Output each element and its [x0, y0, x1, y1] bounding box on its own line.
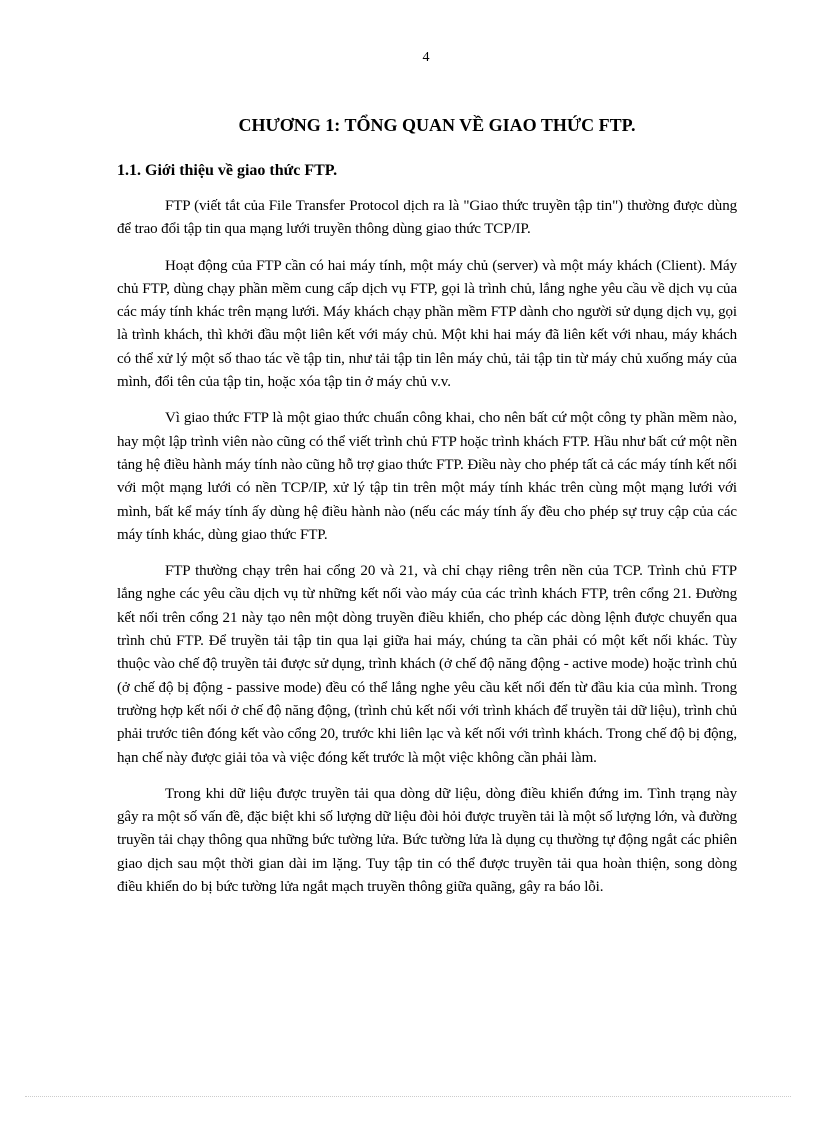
- paragraph-ftp-standard: Vì giao thức FTP là một giao thức chuẩn công khai, cho nên bất cứ một công ty phần mềm nào, hay một lập trình viên nào cũng có thể viết trình chủ FTP hoặc trình khách FTP. Hầu như bất cứ một nền tảng hệ điều hành máy tính nào cũng hỗ trợ giao thức FTP. Điều này cho phép tất cả các máy tính kết nối với một mạng lưới có nền TCP/IP, xử lý tập tin trên một máy tính khác trên cùng một mạng lưới với mình, bất kể máy tính ấy dùng hệ điều hành nào (nếu các máy tính ấy đều cho phép sự truy cập của các máy tính khác, dùng giao thức FTP.: [117, 410, 737, 543]
- page-bottom-divider: [25, 1096, 791, 1097]
- page-number: 4: [422, 50, 430, 65]
- section-title: 1.1. Giới thiệu về giao thức FTP.: [117, 162, 338, 179]
- paragraph-ftp-operation: Hoạt động của FTP cần có hai máy tính, một máy chủ (server) và một máy khách (Client). Máy chủ FTP, dùng chạy phần mềm cung cấp dịch vụ FTP, gọi là trình chủ, lắng nghe yêu cầu về dịch vụ của các máy tính khác trên mạng lưới. Máy khách chạy phần mềm FTP dành cho người sử dụng dịch vụ, gọi là trình khách, thì khởi đầu một liên kết với máy chủ. Một khi hai máy đã liên kết với nhau, máy khách có thể xử lý một số thao tác về tập tin, như tải tập tin lên máy chủ, tải tập tin từ máy chủ xuống máy của mình, đổi tên của tập tin, hoặc xóa tập tin ở máy chủ v.v.: [117, 257, 737, 391]
- paragraph-ftp-definition: FTP (viết tắt của File Transfer Protocol dịch ra là "Giao thức truyền tập tin") thường được dùng để trao đổi tập tin qua mạng lưới truyền thông dùng giao thức TCP/IP.: [117, 198, 737, 238]
- chapter-title: CHƯƠNG 1: TỔNG QUAN VỀ GIAO THỨC FTP.: [238, 115, 636, 135]
- paragraph-ftp-firewall: Trong khi dữ liệu được truyền tải qua dòng dữ liệu, dòng điều khiển đứng im. Tình trạng này gây ra một số vấn đề, đặc biệt khi số lượng dữ liệu đòi hỏi được truyền tải là một số lượng lớn, và đường truyền tải chạy thông qua những bức tường lửa. Bức tường lửa là dụng cụ thường tự động ngắt các phiên giao dịch sau một thời gian dài im lặng. Tuy tập tin có thể được truyền tải qua hoàn thiện, song dòng điều khiển do bị bức tường lửa ngắt mạch truyền thông giữa quãng, gây ra báo lỗi.: [117, 785, 737, 896]
- paragraph-ftp-ports: FTP thường chạy trên hai cổng 20 và 21, và chỉ chạy riêng trên nền của TCP. Trình chủ FTP lắng nghe các yêu cầu dịch vụ từ những kết nối vào máy của các trình khách FTP, trên cổng 21. Đường kết nối trên cổng 21 này tạo nên một dòng truyền điều khiển, cho phép các dòng lệnh được chuyển qua trình chủ FTP. Để truyền tải tập tin qua lại giữa hai máy, chúng ta cần phải có một kết nối khác. Tùy thuộc vào chế độ truyền tải được sử dụng, trình khách (ở chế độ năng động - active mode) hoặc trình chủ (ở chế độ bị động - passive mode) đều có thể lắng nghe yêu cầu kết nối đến từ đầu kia của mình. Trong trường hợp kết nối ở chế độ năng động, (trình chủ kết nối với trình khách để truyền tải dữ liệu), trình chủ phải trước tiên đóng kết vào cổng 20, trước khi liên lạc và kết nối với trình khách. Trong chế độ bị động, hạn chế này được giải tỏa và việc đóng kết trước là một việc không cần phải làm.: [117, 563, 737, 766]
- page-content: [117, 113, 737, 912]
